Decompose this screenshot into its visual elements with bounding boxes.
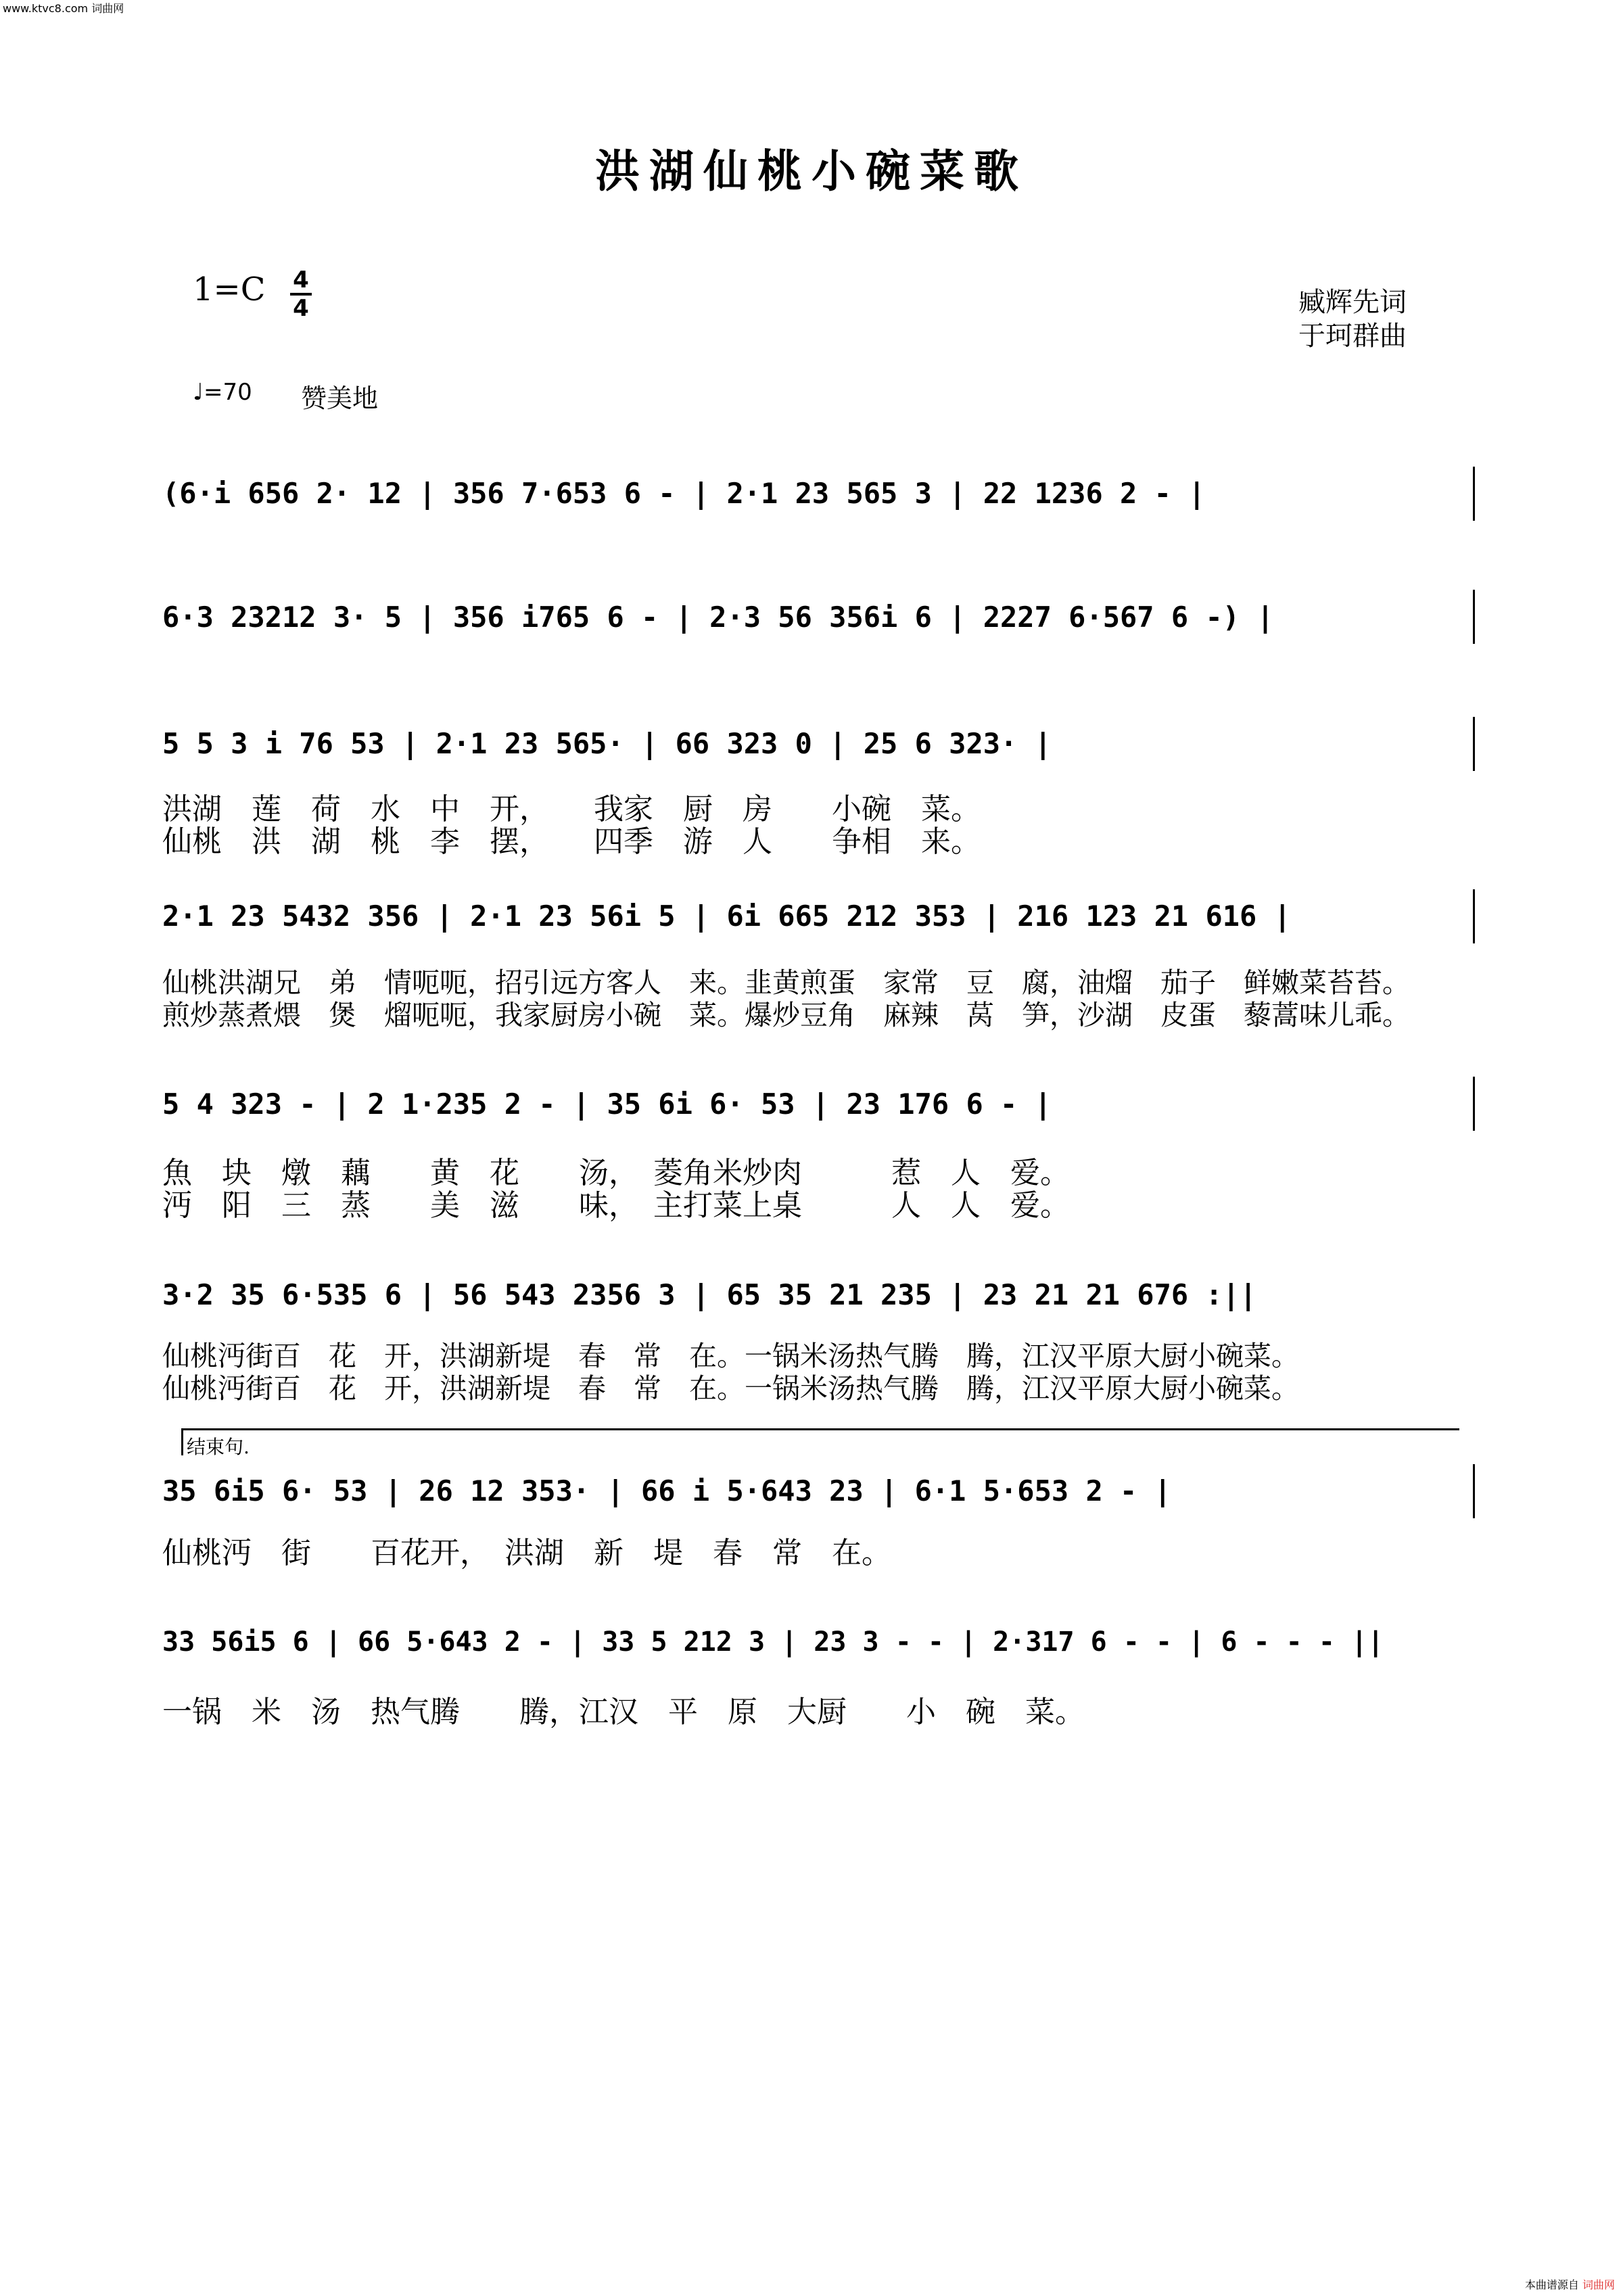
barline-row-5 [1473, 1077, 1475, 1131]
lyric-row-3-verse-1: 洪湖 莲 荷 水 中 开， 我家 厨 房 小碗 菜。 [162, 792, 981, 826]
footer-credit [1525, 2276, 1615, 2292]
notation-row-2: 6·3 23212 3· 5 | 356 i765 6 - | 2·3 56 356i 6 | 2227 6·567 6 -) | [162, 601, 1274, 634]
composer-credit: 于珂群曲 [1298, 321, 1407, 352]
barline-row-2 [1473, 590, 1475, 644]
notation-row-5: 5 4 323 - | 2 1·235 2 - | 35 6i 6· 53 | 23 176 6 - | [162, 1087, 1052, 1121]
lyricist-credit: 臧辉先词 [1298, 287, 1407, 318]
lyric-row-4-verse-1: 仙桃洪湖兄 弟 情呃呃，招引远方客人 来。韭黄煎蛋 家常 豆 腐，油熘 茄子 鲜嫩菜苔苔。 [162, 966, 1410, 999]
lyric-row-5-verse-1: 魚 块 燉 藕 黄 花 汤， 菱角米炒肉 惹 人 爱。 [162, 1156, 1070, 1190]
ending-label: 结束句. [187, 1436, 250, 1458]
ending-bracket-tick [181, 1428, 183, 1455]
time-signature-bottom: 4 [293, 295, 309, 322]
lyric-row-6-verse-1: 仙桃沔街百 花 开，洪湖新堤 春 常 在。一锅米汤热气腾 腾，江汉平原大厨小碗菜。 [162, 1340, 1299, 1372]
time-signature [287, 267, 314, 321]
barline-row-4 [1473, 889, 1475, 943]
ending-bracket-line [181, 1428, 1459, 1430]
key-signature: 1=C [193, 271, 266, 308]
notation-row-3: 5 5 3 i 76 53 | 2·1 23 565· | 66 323 0 | 25 6 323· | [162, 727, 1052, 760]
footer-site: 词曲网 [1582, 2278, 1615, 2291]
tempo-mark: ♩=70 [193, 379, 252, 406]
expression-mark: 赞美地 [301, 383, 379, 413]
notation-row-4: 2·1 23 5432 356 | 2·1 23 56i 5 | 6i 665 212 353 | 216 123 21 616 | [162, 899, 1291, 933]
lyric-row-5-verse-2: 沔 阳 三 蒸 美 滋 味， 主打菜上桌 人 人 爱。 [162, 1188, 1070, 1223]
barline-row-1 [1473, 467, 1475, 521]
notation-row-7: 35 6i5 6· 53 | 26 12 353· | 66 i 5·643 23 | 6·1 5·653 2 - | [162, 1474, 1171, 1507]
barline-row-7 [1473, 1464, 1475, 1518]
notation-row-1: (6·i 656 2· 12 | 356 7·653 6 - | 2·1 23 565 3 | 22 1236 2 - | [162, 477, 1206, 510]
lyric-row-6-verse-2: 仙桃沔街百 花 开，洪湖新堤 春 常 在。一锅米汤热气腾 腾，江汉平原大厨小碗菜。 [162, 1372, 1299, 1405]
lyric-row-3-verse-2: 仙桃 洪 湖 桃 李 摆， 四季 游 人 争相 来。 [162, 824, 981, 859]
song-title: 洪湖仙桃小碗菜歌 [595, 145, 1028, 197]
lyric-row-8: 一锅 米 汤 热气腾 腾，江汉 平 原 大厨 小 碗 菜。 [162, 1695, 1085, 1729]
lyric-row-7: 仙桃沔 街 百花开， 洪湖 新 堤 春 常 在。 [162, 1536, 891, 1570]
notation-row-6: 3·2 35 6·535 6 | 56 543 2356 3 | 65 35 21 235 | 23 21 21 676 :|| [162, 1278, 1257, 1311]
time-signature-top: 4 [293, 266, 309, 294]
site-watermark: www.ktvc8.com 词曲网 [3, 2, 124, 15]
notation-row-8: 33 56i5 6 | 66 5·643 2 - | 33 5 212 3 | 23 3 - - | 2·317 6 - - | 6 - - - || [162, 1626, 1384, 1658]
barline-row-3 [1473, 717, 1475, 771]
lyric-row-4-verse-2: 煎炒蒸煮煨 煲 熘呃呃，我家厨房小碗 菜。爆炒豆角 麻辣 莴 笋，沙湖 皮蛋 藜蒿味儿乖。 [162, 999, 1410, 1031]
footer-text: 本曲谱源自 [1524, 2278, 1579, 2291]
